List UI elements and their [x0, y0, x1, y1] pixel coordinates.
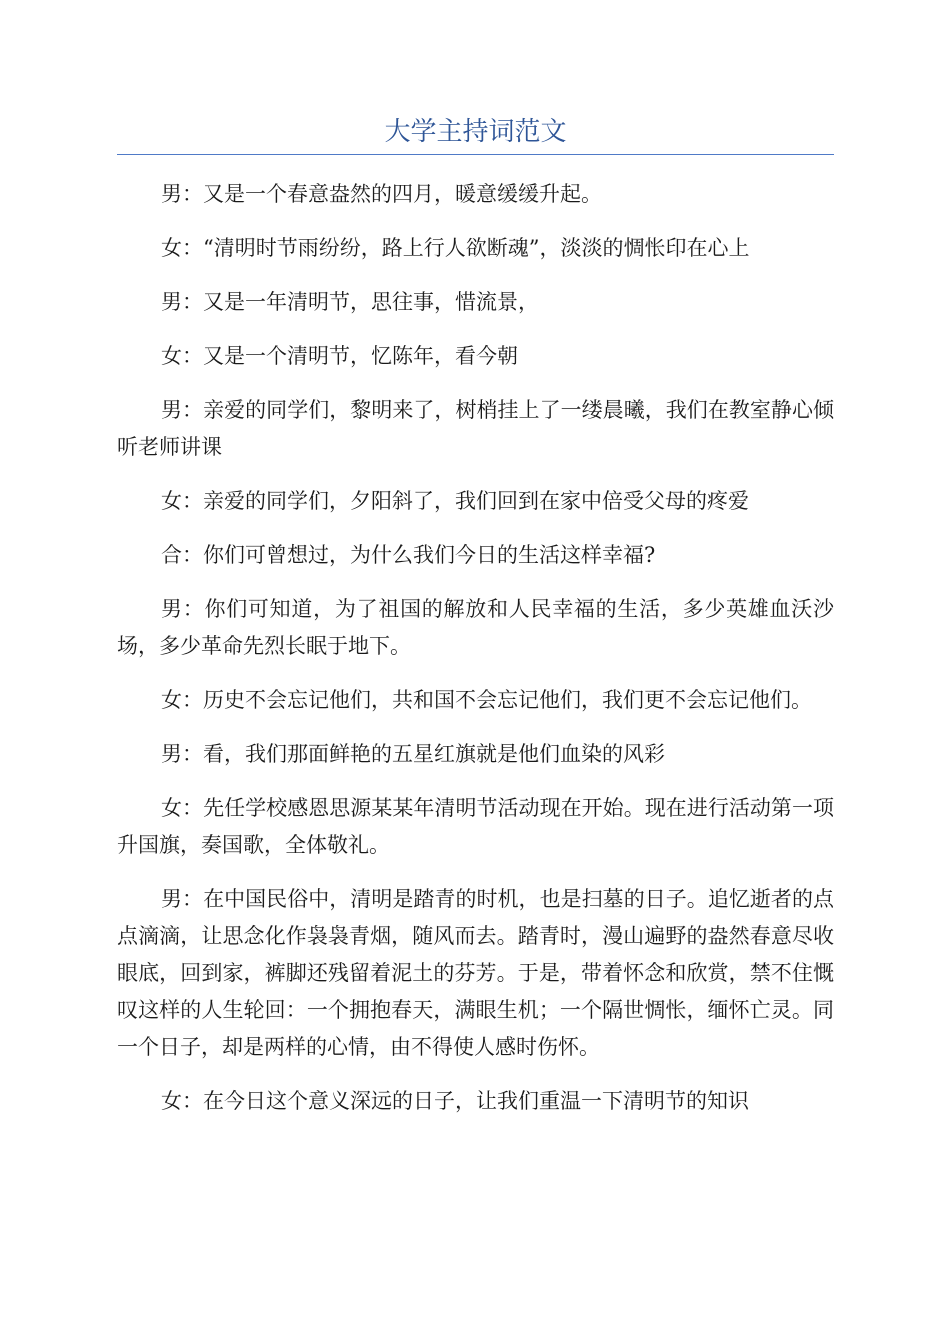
paragraph: 女：先任学校感恩思源某某年清明节活动现在开始。现在进行活动第一项升国旗，奏国歌，全体敬礼。: [117, 796, 834, 857]
paragraph: 男：又是一个春意盎然的四月，暖意缓缓升起。: [161, 182, 602, 206]
title-underline: [117, 154, 834, 155]
paragraph: 合：你们可曾想过，为什么我们今日的生活这样幸福?: [161, 543, 656, 567]
paragraph: 女：又是一个清明节，忆陈年，看今朝: [161, 344, 518, 368]
paragraph: 女：亲爱的同学们，夕阳斜了，我们回到在家中倍受父母的疼爱: [161, 489, 749, 513]
paragraph: 女：历史不会忘记他们，共和国不会忘记他们，我们更不会忘记他们。: [161, 688, 812, 712]
paragraph: 男：在中国民俗中，清明是踏青的时机，也是扫墓的日子。追忆逝者的点点滴滴，让思念化作袅袅青烟，随风而去。踏青时，漫山遍野的盎然春意尽收眼底，回到家，裤脚还残留着泥土的芬芳。于是，带着怀念和欣赏，禁不住慨叹这样的人生轮回：一个拥抱春天，满眼生机；一个隔世惆怅，缅怀亡灵。同一个日子，却是两样的心情，由不得使人感时伤怀。: [117, 887, 834, 1059]
paragraph: 男：看，我们那面鲜艳的五星红旗就是他们血染的风彩: [161, 742, 665, 766]
paragraph: 男：亲爱的同学们，黎明来了，树梢挂上了一缕晨曦，我们在教室静心倾听老师讲课: [117, 398, 834, 459]
paragraph: 男：你们可知道，为了祖国的解放和人民幸福的生活，多少英雄血沃沙场，多少革命先烈长眠于地下。: [117, 597, 834, 658]
document-body: [117, 176, 834, 1137]
page-title: 大学主持词范文: [384, 117, 567, 147]
paragraph: 女：在今日这个意义深远的日子，让我们重温一下清明节的知识: [161, 1089, 749, 1113]
paragraph: 女：“清明时节雨纷纷，路上行人欲断魂”，淡淡的惆怅印在心上: [161, 236, 750, 260]
paragraph: 男：又是一年清明节，思往事，惜流景，: [161, 290, 539, 314]
